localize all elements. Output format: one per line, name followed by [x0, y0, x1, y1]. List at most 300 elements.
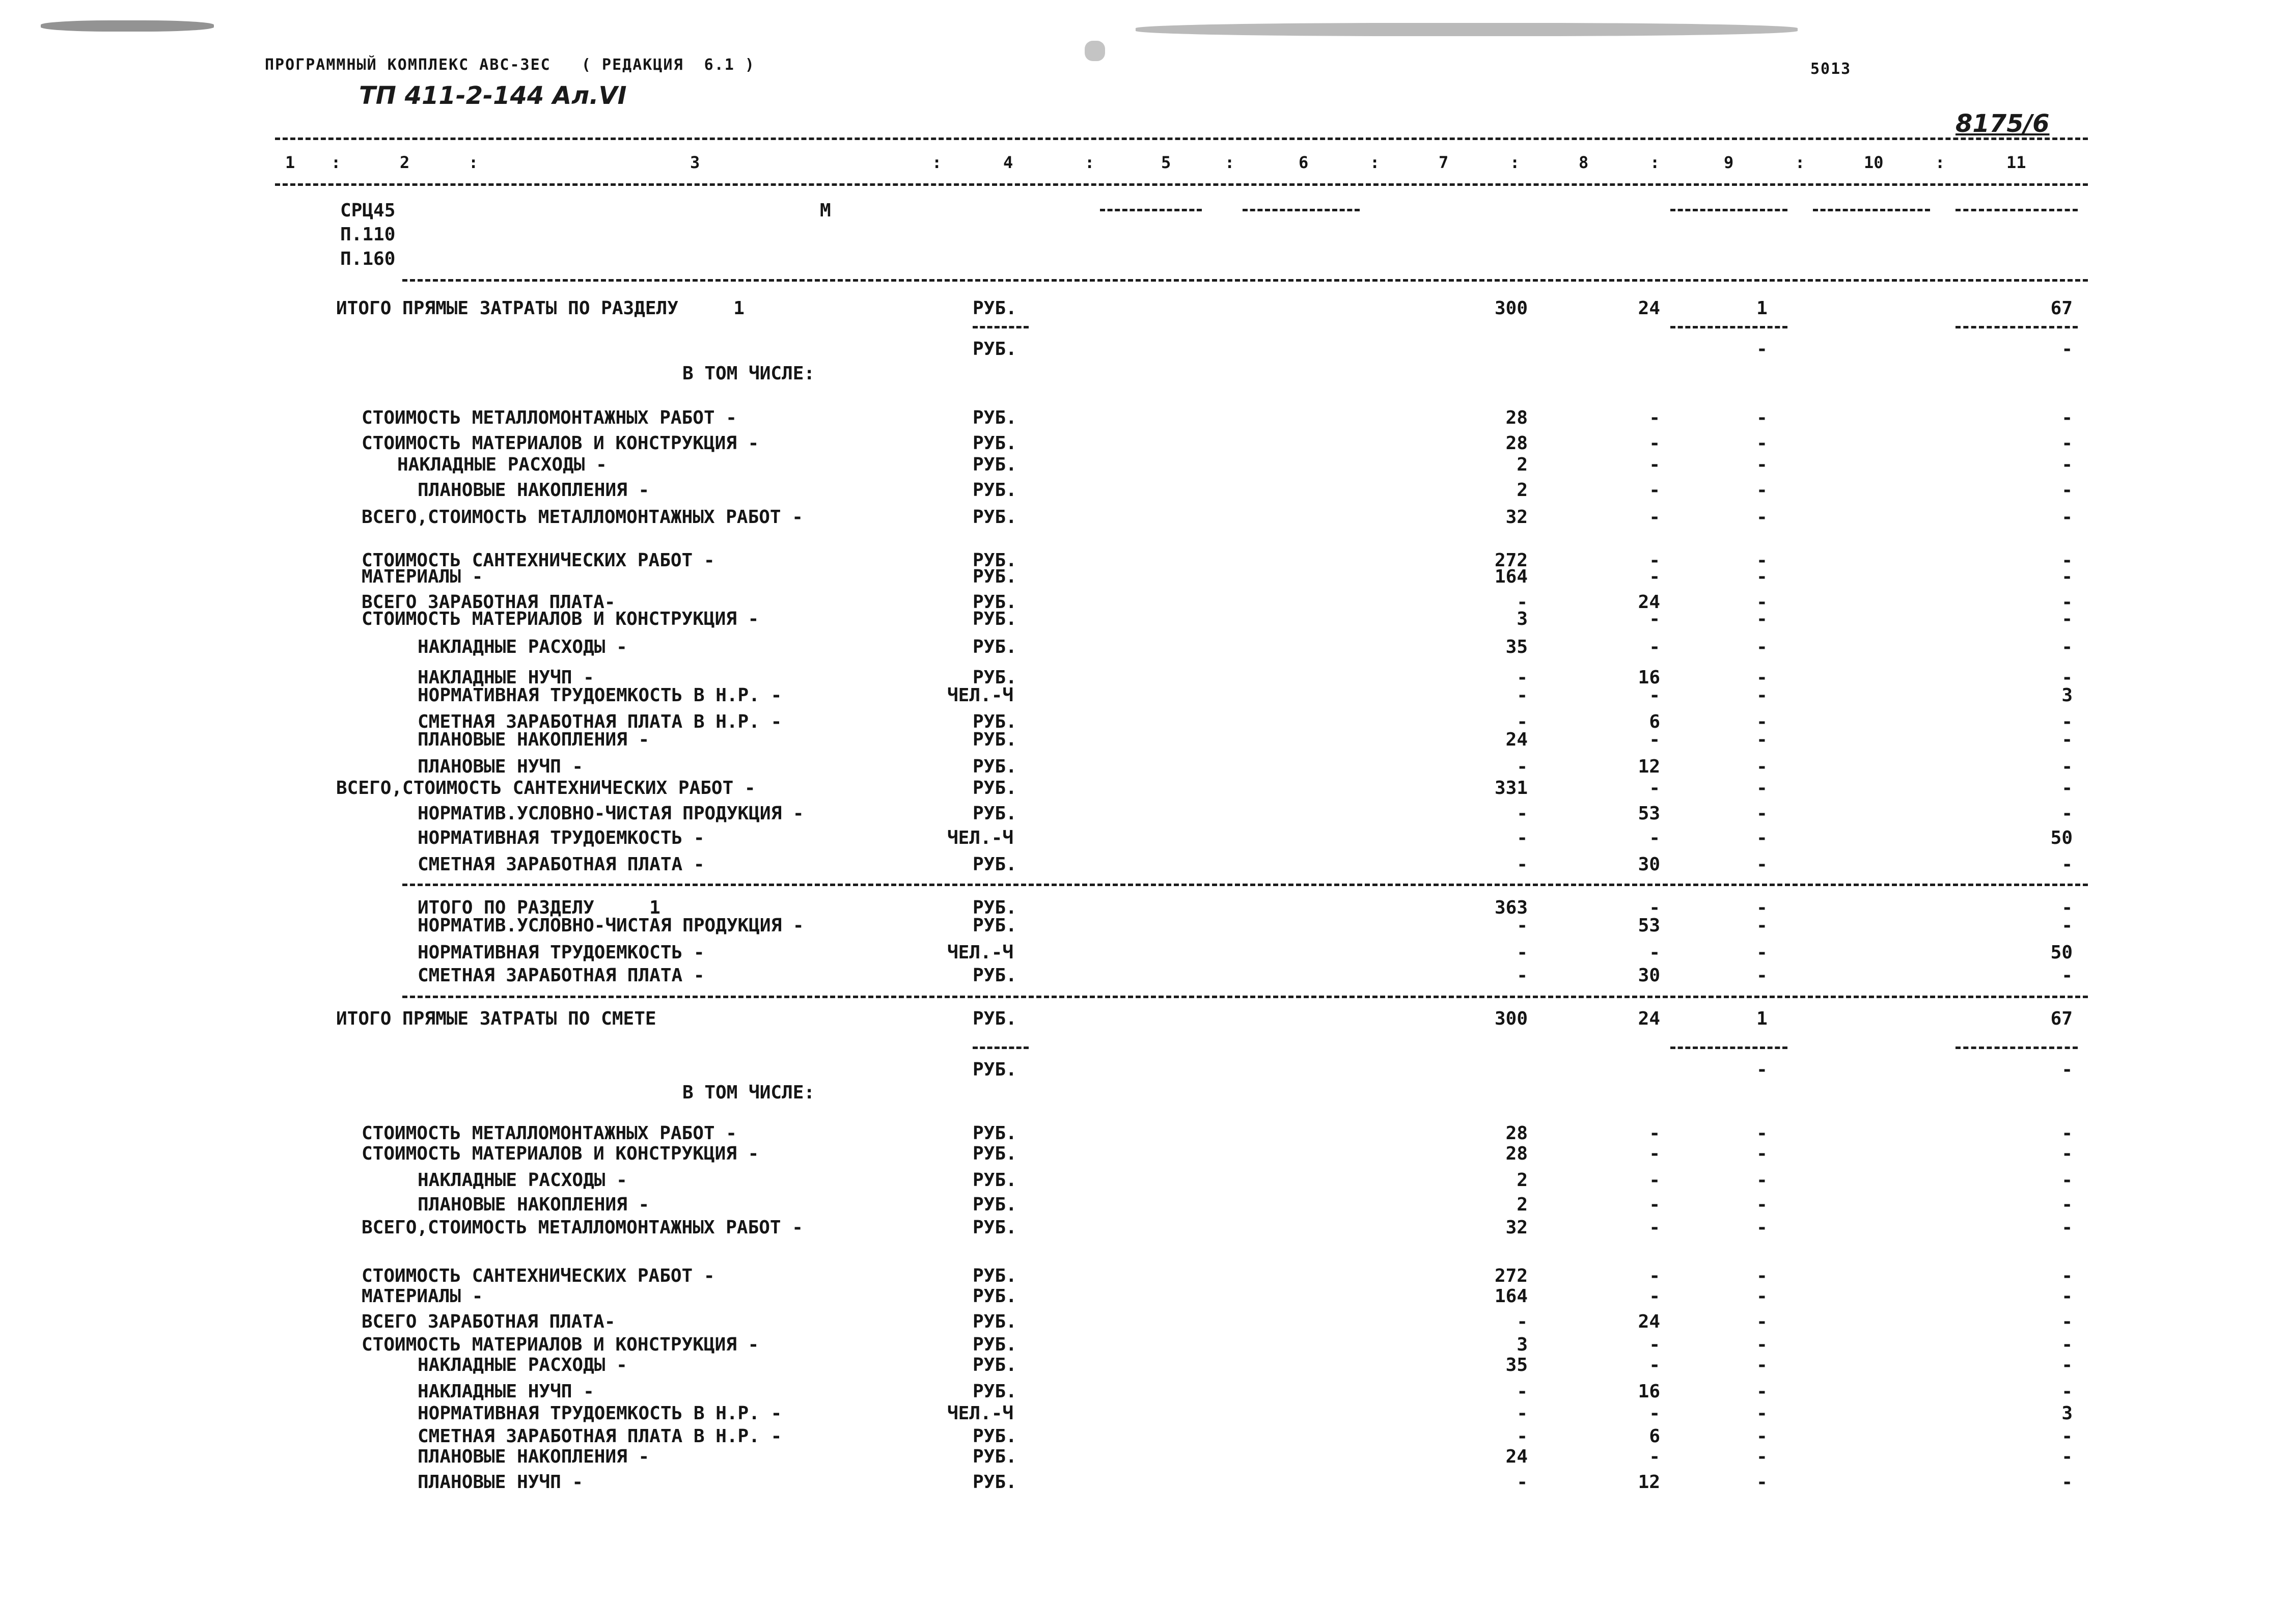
row-label: ИТОГО ПО РАЗДЕЛУ 1: [418, 897, 660, 918]
table-top-rule: [275, 137, 2088, 140]
col8-value: -: [1649, 566, 1660, 587]
col11-value: -: [2061, 1059, 2073, 1080]
unit-cell: РУБ.: [973, 1143, 1017, 1164]
column-separator: :: [1650, 153, 1660, 172]
col11-value: -: [2061, 1265, 2073, 1286]
col9-value: -: [1756, 965, 1768, 986]
col9-value: -: [1756, 897, 1768, 918]
col8-value: 24: [1638, 1008, 1660, 1029]
col11-value: -: [2061, 507, 2073, 528]
col11-value: -: [2061, 1123, 2073, 1144]
section-rule: [402, 996, 2088, 998]
unit-cell: РУБ.: [973, 1123, 1017, 1144]
col7-value: 35: [1505, 1355, 1528, 1375]
col8-value: -: [1649, 1217, 1660, 1238]
col8-value: -: [1649, 1265, 1660, 1286]
col9-value: 1: [1756, 298, 1768, 319]
table-row: [0, 1217, 2286, 1241]
column-number: 5: [1161, 153, 1171, 172]
unit-cell: РУБ.: [973, 592, 1017, 613]
col8-value: 24: [1638, 592, 1660, 613]
program-header: ПРОГРАММНЫЙ КОМПЛЕКС АВС-3ЕС ( РЕДАКЦИЯ 6.1 ): [265, 56, 755, 74]
col9-value: -: [1756, 1170, 1768, 1191]
table-row: [0, 756, 2286, 780]
col7-value: -: [1517, 1426, 1528, 1447]
col11-value: -: [2061, 433, 2073, 454]
col9-value: -: [1756, 778, 1768, 799]
col11-value: -: [2061, 454, 2073, 475]
col9-value: -: [1756, 1472, 1768, 1493]
table-row: [0, 507, 2286, 530]
unit-cell: РУБ.: [973, 433, 1017, 454]
table-row: [0, 339, 2286, 362]
table-row: [0, 828, 2286, 851]
col9-value: -: [1756, 407, 1768, 428]
unit-cell: РУБ.: [973, 454, 1017, 475]
column-number: 7: [1439, 153, 1449, 172]
col9-value: -: [1756, 1059, 1768, 1080]
table-row: [0, 637, 2286, 660]
row-label: СТОИМОСТЬ МАТЕРИАЛОВ И КОНСТРУКЦИЯ -: [362, 433, 759, 454]
unit-cell: РУБ.: [973, 1194, 1017, 1215]
col8-value: 24: [1638, 1311, 1660, 1332]
col9-value: -: [1756, 685, 1768, 706]
col7-value: 272: [1494, 1265, 1528, 1286]
col9-value: -: [1756, 566, 1768, 587]
row-label: НОРМАТИВНАЯ ТРУДОЕМКОСТЬ В Н.Р. -: [418, 685, 782, 706]
col7-value: 3: [1517, 1334, 1528, 1355]
col8-value: -: [1649, 1355, 1660, 1375]
col7-value: 32: [1505, 507, 1528, 528]
row-label: НОРМАТИВ.УСЛОВНО-ЧИСТАЯ ПРОДУКЦИЯ -: [418, 915, 804, 936]
col9-value: -: [1756, 637, 1768, 657]
table-row: [0, 1355, 2286, 1378]
column-separator: :: [1085, 153, 1095, 172]
col9-value: -: [1756, 1446, 1768, 1467]
col7-value: 24: [1505, 729, 1528, 750]
col11-value: -: [2061, 609, 2073, 629]
unit-cell: РУБ.: [973, 1446, 1017, 1467]
col8-value: -: [1649, 1403, 1660, 1424]
unit-cell: РУБ.: [973, 1472, 1017, 1493]
col8-value: -: [1649, 1194, 1660, 1215]
ref-row: [0, 224, 2286, 247]
col7-value: 28: [1505, 1143, 1528, 1164]
row-label: НАКЛАДНЫЕ РАСХОДЫ -: [418, 1170, 627, 1191]
row-label: СТОИМОСТЬ МАТЕРИАЛОВ И КОНСТРУКЦИЯ -: [362, 1143, 759, 1164]
col8-value: 30: [1638, 965, 1660, 986]
col7-value: -: [1517, 1381, 1528, 1402]
column-separator: :: [1370, 153, 1380, 172]
col11-value: -: [2061, 711, 2073, 732]
row-label: ВСЕГО ЗАРАБОТНАЯ ПЛАТА-: [362, 592, 616, 613]
unit-cell: РУБ.: [973, 854, 1017, 875]
col11-value: -: [2061, 1426, 2073, 1447]
table-row: [0, 363, 2286, 387]
col11-value: -: [2061, 1381, 2073, 1402]
col11-value: -: [2061, 778, 2073, 799]
col8-value: -: [1649, 778, 1660, 799]
table-row: [0, 1403, 2286, 1426]
row-label: НОРМАТИВНАЯ ТРУДОЕМКОСТЬ В Н.Р. -: [418, 1403, 782, 1424]
col9-value: -: [1756, 454, 1768, 475]
column-separator: :: [1225, 153, 1235, 172]
col11-value: -: [2061, 729, 2073, 750]
row-label: НАКЛАДНЫЕ РАСХОДЫ -: [397, 454, 607, 475]
col9-value: -: [1756, 592, 1768, 613]
column-dash: [1956, 326, 2078, 328]
col8-value: -: [1649, 1334, 1660, 1355]
table-row: [0, 407, 2286, 431]
col11-value: 67: [2050, 298, 2073, 319]
row-label: ИТОГО ПРЯМЫЕ ЗАТРАТЫ ПО СМЕТЕ: [336, 1008, 656, 1029]
table-row: [0, 778, 2286, 801]
row-label: НОРМАТИВНАЯ ТРУДОЕМКОСТЬ -: [418, 942, 705, 963]
unit-cell: РУБ.: [973, 778, 1017, 799]
col8-value: 24: [1638, 298, 1660, 319]
col8-value: -: [1649, 1170, 1660, 1191]
col11-value: -: [2061, 1194, 2073, 1215]
col11-value: -: [2061, 1143, 2073, 1164]
col9-value: -: [1756, 828, 1768, 848]
row-label: СТОИМОСТЬ МАТЕРИАЛОВ И КОНСТРУКЦИЯ -: [362, 1334, 759, 1355]
row-label: ПЛАНОВЫЕ НАКОПЛЕНИЯ -: [418, 1194, 650, 1215]
column-number: 3: [690, 153, 700, 172]
col7-value: 28: [1505, 1123, 1528, 1144]
page-code: 5013: [1810, 60, 1852, 78]
col7-value: 164: [1494, 566, 1528, 587]
col9-value: -: [1756, 915, 1768, 936]
col7-value: -: [1517, 667, 1528, 688]
col11-value: -: [2061, 1355, 2073, 1375]
col11-value: -: [2061, 480, 2073, 501]
unit-cell: РУБ.: [973, 550, 1017, 571]
col8-value: -: [1649, 433, 1660, 454]
col7-value: 300: [1494, 298, 1528, 319]
col11-value: -: [2061, 854, 2073, 875]
unit-cell: ЧЕЛ.-Ч: [947, 942, 1014, 963]
col11-value: -: [2061, 1286, 2073, 1307]
col9-value: -: [1756, 550, 1768, 571]
column-separator: :: [1935, 153, 1945, 172]
col11-value: -: [2061, 756, 2073, 777]
col11-value: -: [2061, 592, 2073, 613]
column-number: 10: [1864, 153, 1884, 172]
col7-value: -: [1517, 1472, 1528, 1493]
col8-value: 12: [1638, 756, 1660, 777]
col8-value: 16: [1638, 667, 1660, 688]
unit-cell: РУБ.: [973, 298, 1017, 319]
column-number: 11: [2006, 153, 2026, 172]
col9-value: -: [1756, 1381, 1768, 1402]
col7-value: -: [1517, 915, 1528, 936]
col9-value: -: [1756, 1123, 1768, 1144]
column-dash: [1956, 1047, 2078, 1049]
col8-value: -: [1649, 1446, 1660, 1467]
col11-value: -: [2061, 803, 2073, 824]
col11-value: -: [2061, 407, 2073, 428]
col11-value: -: [2061, 637, 2073, 657]
unit-cell: РУБ.: [973, 756, 1017, 777]
unit-cell: РУБ.: [973, 1265, 1017, 1286]
col11-value: -: [2061, 1334, 2073, 1355]
col11-value: -: [2061, 1446, 2073, 1467]
col9-value: -: [1756, 729, 1768, 750]
col11-value: -: [2061, 1217, 2073, 1238]
row-label: НАКЛАДНЫЕ НУЧП -: [418, 1381, 594, 1402]
col9-value: -: [1756, 1355, 1768, 1375]
table-row: [0, 685, 2286, 708]
unit-cell: РУБ.: [973, 803, 1017, 824]
col8-value: -: [1649, 454, 1660, 475]
unit-cell: РУБ.: [973, 1355, 1017, 1375]
row-label: МАТЕРИАЛЫ -: [362, 1286, 483, 1307]
column-dash: [1243, 209, 1360, 211]
unit-cell: РУБ.: [973, 1334, 1017, 1355]
col11-value: -: [2061, 965, 2073, 986]
row-label: НОРМАТИВ.УСЛОВНО-ЧИСТАЯ ПРОДУКЦИЯ -: [418, 803, 804, 824]
table-row: [0, 1082, 2286, 1106]
col7-value: -: [1517, 592, 1528, 613]
table-row: [0, 433, 2286, 456]
col9-value: -: [1756, 480, 1768, 501]
col9-value: -: [1756, 1194, 1768, 1215]
col7-value: 300: [1494, 1008, 1528, 1029]
unit-cell: РУБ.: [973, 1170, 1017, 1191]
table-row: [0, 1472, 2286, 1495]
col7-value: 363: [1494, 897, 1528, 918]
column-separator: :: [1510, 153, 1520, 172]
col8-value: -: [1649, 507, 1660, 528]
column-number: 1: [285, 153, 295, 172]
col9-value: -: [1756, 1217, 1768, 1238]
row-label: СМЕТНАЯ ЗАРАБОТНАЯ ПЛАТА В Н.Р. -: [418, 1426, 782, 1447]
unit-cell: ЧЕЛ.-Ч: [947, 1403, 1014, 1424]
scan-noise: [41, 20, 214, 32]
col9-value: -: [1756, 609, 1768, 629]
col11-value: -: [2061, 339, 2073, 360]
ref-row: [0, 249, 2286, 272]
table-row: [0, 454, 2286, 478]
row-label: СТОИМОСТЬ МЕТАЛЛОМОНТАЖНЫХ РАБОТ -: [362, 1123, 737, 1144]
unit-cell: РУБ.: [973, 609, 1017, 629]
row-label: СМЕТНАЯ ЗАРАБОТНАЯ ПЛАТА В Н.Р. -: [418, 711, 782, 732]
section-rule: [402, 884, 2088, 886]
table-row: [0, 609, 2286, 632]
col7-value: 28: [1505, 433, 1528, 454]
table-row: [0, 566, 2286, 590]
col7-value: -: [1517, 711, 1528, 732]
column-separator: :: [331, 153, 341, 172]
col9-value: -: [1756, 1143, 1768, 1164]
unit-dash: [973, 326, 1029, 328]
col11-value: 3: [2061, 1403, 2073, 1424]
col8-value: -: [1649, 637, 1660, 657]
col7-value: 2: [1517, 454, 1528, 475]
scan-noise: [1085, 41, 1105, 61]
col8-value: 53: [1638, 915, 1660, 936]
col11-value: 50: [2050, 942, 2073, 963]
col9-value: -: [1756, 756, 1768, 777]
col8-value: -: [1649, 550, 1660, 571]
col7-value: 32: [1505, 1217, 1528, 1238]
col9-value: -: [1756, 1286, 1768, 1307]
col8-value: 16: [1638, 1381, 1660, 1402]
col8-value: -: [1649, 729, 1660, 750]
unit-cell: РУБ.: [973, 1286, 1017, 1307]
col11-value: -: [2061, 1170, 2073, 1191]
row-label: ВСЕГО,СТОИМОСТЬ МЕТАЛЛОМОНТАЖНЫХ РАБОТ -: [362, 507, 803, 528]
unit-cell: РУБ.: [973, 729, 1017, 750]
col11-value: -: [2061, 915, 2073, 936]
col11-value: -: [2061, 566, 2073, 587]
row-label: СМЕТНАЯ ЗАРАБОТНАЯ ПЛАТА -: [418, 854, 705, 875]
col8-value: 53: [1638, 803, 1660, 824]
col9-value: -: [1756, 854, 1768, 875]
table-row: [0, 965, 2286, 988]
row-label: В ТОМ ЧИСЛЕ:: [682, 1082, 815, 1103]
unit-cell: РУБ.: [973, 637, 1017, 657]
column-number: 6: [1299, 153, 1309, 172]
col8-value: -: [1649, 480, 1660, 501]
row-label: МАТЕРИАЛЫ -: [362, 566, 483, 587]
unit-cell: РУБ.: [973, 1381, 1017, 1402]
unit-dash: [973, 1047, 1029, 1049]
table-row: [0, 1311, 2286, 1335]
column-number: 2: [400, 153, 410, 172]
row-label: ВСЕГО,СТОИМОСТЬ МЕТАЛЛОМОНТАЖНЫХ РАБОТ -: [362, 1217, 803, 1238]
col11-value: -: [2061, 1311, 2073, 1332]
table-row: [0, 298, 2286, 321]
col7-value: 331: [1494, 778, 1528, 799]
row-label: СТОИМОСТЬ МЕТАЛЛОМОНТАЖНЫХ РАБОТ -: [362, 407, 737, 428]
col7-value: -: [1517, 942, 1528, 963]
col8-value: -: [1649, 897, 1660, 918]
section-rule: [402, 279, 2088, 282]
table-row: [0, 942, 2286, 966]
column-dash: [1670, 1047, 1787, 1049]
row-label: НАКЛАДНЫЕ РАСХОДЫ -: [418, 1355, 627, 1375]
table-row: [0, 480, 2286, 503]
table-row: [0, 803, 2286, 827]
column-dash: [1956, 209, 2078, 211]
unit-cell: РУБ.: [973, 1008, 1017, 1029]
unit-cell: РУБ.: [973, 339, 1017, 360]
col9-value: -: [1756, 339, 1768, 360]
col9-value: -: [1756, 667, 1768, 688]
unit-cell: ЧЕЛ.-Ч: [947, 828, 1014, 848]
unit-cell: РУБ.: [973, 407, 1017, 428]
col8-value: -: [1649, 609, 1660, 629]
ref-mark: М: [820, 200, 831, 221]
column-number: 4: [1003, 153, 1013, 172]
unit-cell: РУБ.: [973, 711, 1017, 732]
table-row: [0, 729, 2286, 753]
sheet-number: 8175/6: [1956, 109, 2050, 138]
table-row: [0, 1170, 2286, 1193]
unit-cell: РУБ.: [973, 480, 1017, 501]
col7-value: -: [1517, 965, 1528, 986]
unit-cell: РУБ.: [973, 897, 1017, 918]
column-number: 8: [1579, 153, 1589, 172]
table-row: [0, 1143, 2286, 1167]
col8-value: -: [1649, 685, 1660, 706]
col11-value: -: [2061, 897, 2073, 918]
col7-value: 2: [1517, 1194, 1528, 1215]
table-row: [0, 1194, 2286, 1218]
scan-noise: [1136, 23, 1798, 36]
col9-value: -: [1756, 433, 1768, 454]
table-row: [0, 1059, 2286, 1083]
col9-value: -: [1756, 942, 1768, 963]
unit-cell: РУБ.: [973, 507, 1017, 528]
col7-value: -: [1517, 854, 1528, 875]
unit-cell: ЧЕЛ.-Ч: [947, 685, 1014, 706]
table-row: [0, 1286, 2286, 1309]
unit-cell: РУБ.: [973, 566, 1017, 587]
col11-value: -: [2061, 1472, 2073, 1493]
col7-value: 28: [1505, 407, 1528, 428]
col8-value: -: [1649, 828, 1660, 848]
unit-cell: РУБ.: [973, 1059, 1017, 1080]
column-number: 9: [1724, 153, 1734, 172]
column-separator: :: [1795, 153, 1805, 172]
col9-value: -: [1756, 803, 1768, 824]
col9-value: -: [1756, 711, 1768, 732]
col7-value: 3: [1517, 609, 1528, 629]
col11-value: -: [2061, 550, 2073, 571]
col7-value: 2: [1517, 480, 1528, 501]
row-label: ПЛАНОВЫЕ НУЧП -: [418, 756, 584, 777]
unit-cell: РУБ.: [973, 667, 1017, 688]
unit-cell: РУБ.: [973, 965, 1017, 986]
table-row: [0, 1446, 2286, 1470]
col8-value: 6: [1649, 711, 1660, 732]
unit-cell: РУБ.: [973, 1217, 1017, 1238]
row-label: НОРМАТИВНАЯ ТРУДОЕМКОСТЬ -: [418, 828, 705, 848]
row-label: СТОИМОСТЬ МАТЕРИАЛОВ И КОНСТРУКЦИЯ -: [362, 609, 759, 629]
col11-value: 67: [2050, 1008, 2073, 1029]
row-label: В ТОМ ЧИСЛЕ:: [682, 363, 815, 384]
col8-value: 6: [1649, 1426, 1660, 1447]
col8-value: -: [1649, 1286, 1660, 1307]
column-separator: :: [469, 153, 479, 172]
row-label: СТОИМОСТЬ САНТЕХНИЧЕСКИХ РАБОТ -: [362, 550, 715, 571]
col7-value: -: [1517, 1311, 1528, 1332]
ref-row: [0, 200, 2286, 224]
col7-value: -: [1517, 803, 1528, 824]
col9-value: -: [1756, 507, 1768, 528]
row-label: ВСЕГО,СТОИМОСТЬ САНТЕХНИЧЕСКИХ РАБОТ -: [336, 778, 756, 799]
column-separator: :: [932, 153, 942, 172]
col9-value: -: [1756, 1334, 1768, 1355]
col9-value: -: [1756, 1311, 1768, 1332]
col8-value: 30: [1638, 854, 1660, 875]
ref-code: СРЦ45: [340, 200, 396, 221]
row-label: СТОИМОСТЬ САНТЕХНИЧЕСКИХ РАБОТ -: [362, 1265, 715, 1286]
row-label: ПЛАНОВЫЕ НУЧП -: [418, 1472, 584, 1493]
row-label: НАКЛАДНЫЕ РАСХОДЫ -: [418, 637, 627, 657]
col8-value: 12: [1638, 1472, 1660, 1493]
column-dash: [1670, 209, 1787, 211]
table-row: [0, 1381, 2286, 1405]
row-label: ПЛАНОВЫЕ НАКОПЛЕНИЯ -: [418, 729, 650, 750]
col7-value: -: [1517, 828, 1528, 848]
column-dash: [1813, 209, 1930, 211]
col7-value: -: [1517, 1403, 1528, 1424]
column-dash: [1100, 209, 1202, 211]
col8-value: -: [1649, 1123, 1660, 1144]
